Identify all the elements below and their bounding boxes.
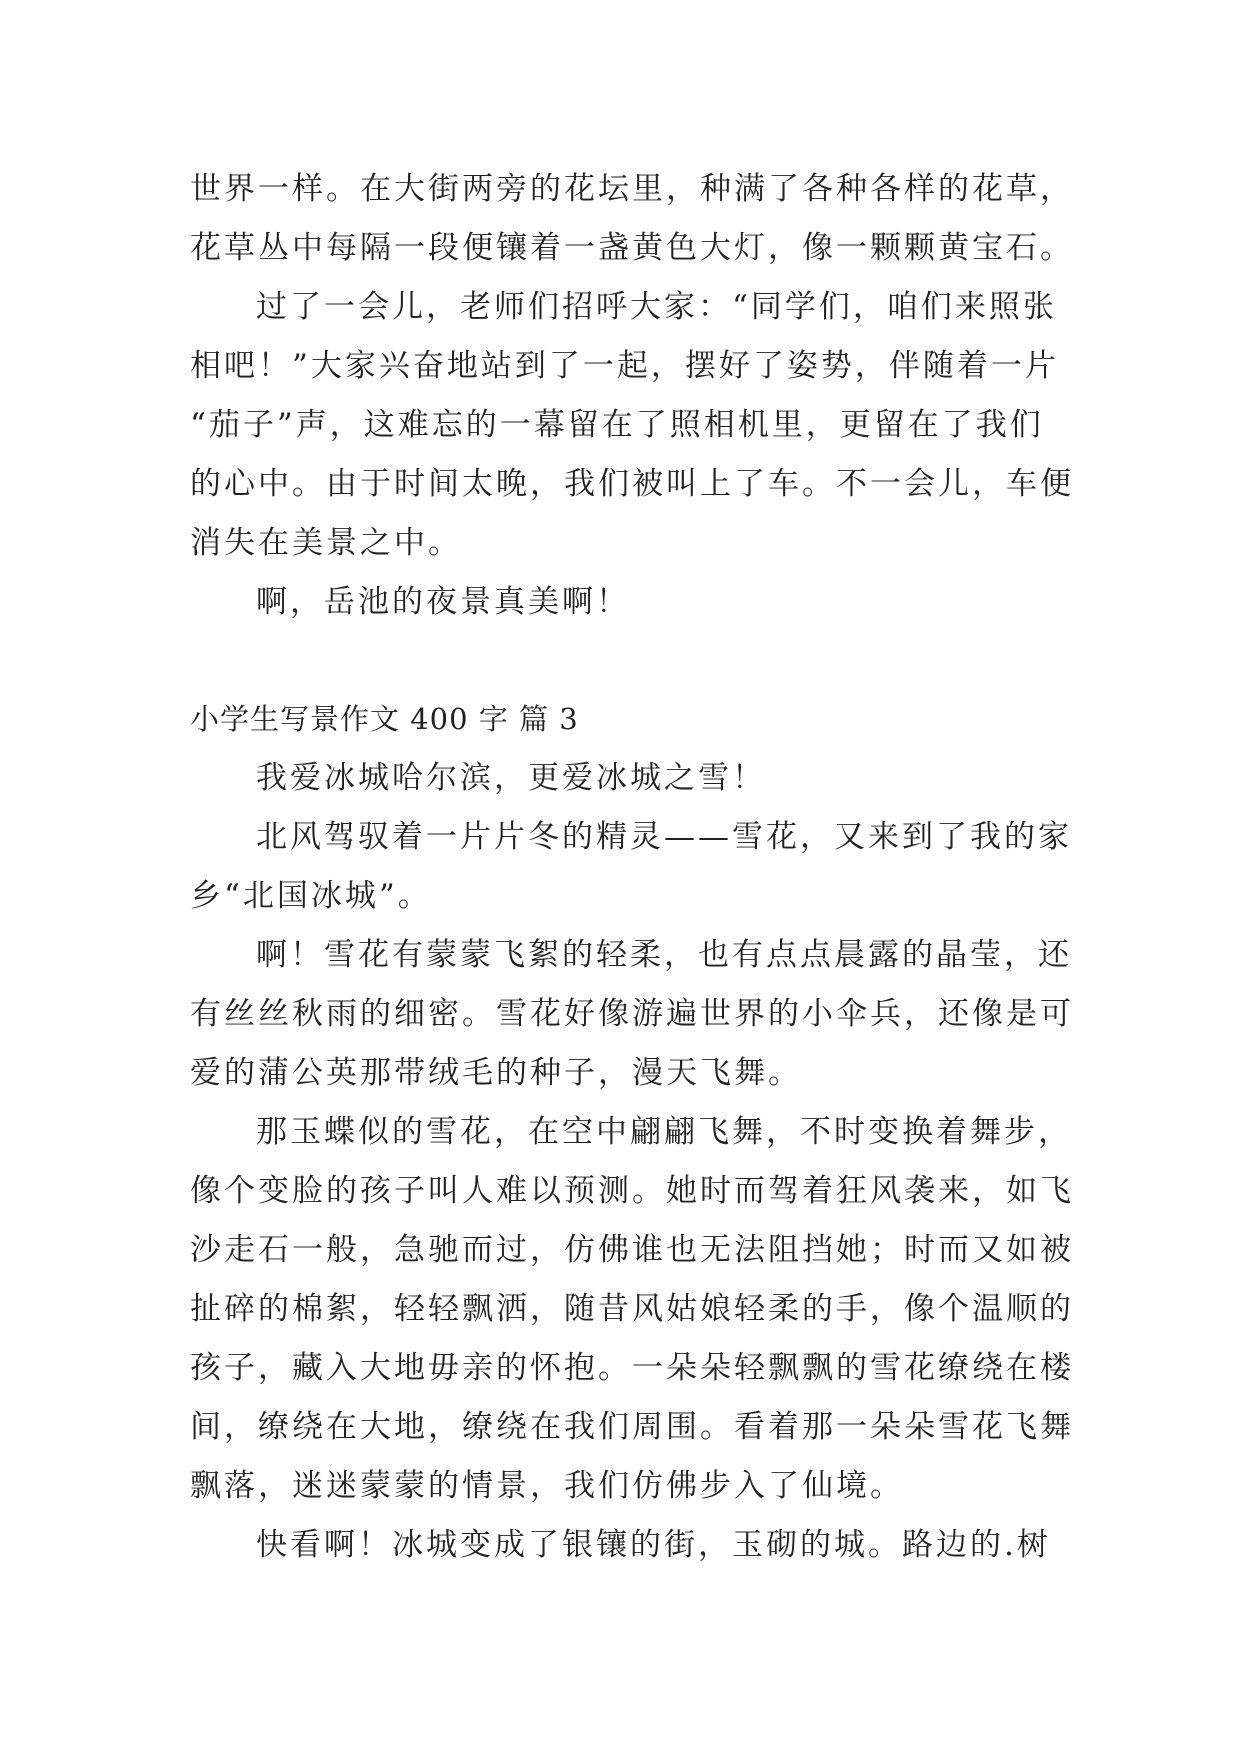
paragraph-line: 飘落，迷迷蒙蒙的情景，我们仿佛步入了仙境。 — [190, 1468, 904, 1504]
paragraph-line: 像个变脸的孩子叫人难以预测。她时而驾着狂风袭来，如飞 — [190, 1173, 1074, 1209]
paragraph-first-line: 过了一会儿，老师们招呼大家：“同学们，咱们来照张 — [256, 289, 1057, 325]
section-heading: 小学生写景作文 400 字 篇 3 — [190, 702, 579, 736]
section-spacer — [190, 632, 1070, 690]
paragraph-first-line: 啊，岳池的夜景真美啊！ — [256, 584, 630, 620]
paragraph-line: 花草丛中每隔一段便镶着一盏黄色大灯，像一颗颗黄宝石。 — [190, 230, 1074, 266]
paragraph-line: 扯碎的棉絮，轻轻飘洒，随昔风姑娘轻柔的手，像个温顺的 — [190, 1291, 1074, 1327]
paragraph-line: 沙走石一般，急驰而过，仿佛谁也无法阻挡她；时而又如被 — [190, 1232, 1074, 1268]
paragraph-line: 乡“北国冰城”。 — [190, 878, 432, 914]
paragraph-first-line: 那玉蝶似的雪花，在空中翩翩飞舞，不时变换着舞步， — [256, 1114, 1072, 1150]
paragraph-line: “茄子”声，这难忘的一幕留在了照相机里，更留在了我们 — [190, 407, 1044, 443]
paragraph-first-line: 我爱冰城哈尔滨，更爱冰城之雪！ — [256, 760, 766, 796]
paragraph-line: 孩子，藏入大地毋亲的怀抱。一朵朵轻飘飘的雪花缭绕在楼 — [190, 1350, 1074, 1386]
paragraph-line: 的心中。由于时间太晚，我们被叫上了车。不一会儿，车便 — [190, 466, 1074, 502]
document-page — [190, 160, 1074, 1575]
paragraph-line: 相吧！”大家兴奋地站到了一起，摆好了姿势，伴随着一片 — [190, 348, 1059, 384]
paragraph-first-line: 北风驾驭着一片片冬的精灵——雪花，又来到了我的家 — [256, 819, 1072, 855]
paragraph-line: 间，缭绕在大地，缭绕在我们周围。看着那一朵朵雪花飞舞 — [190, 1409, 1074, 1445]
paragraph-first-line: 啊！雪花有蒙蒙飞絮的轻柔，也有点点晨露的晶莹，还 — [256, 937, 1072, 973]
paragraph-first-line: 快看啊！冰城变成了银镶的街，玉砌的城。路边的.树 — [256, 1527, 1051, 1563]
paragraph-line: 消失在美景之中。 — [190, 525, 462, 561]
paragraph-line: 有丝丝秋雨的细密。雪花好像游遍世界的小伞兵，还像是可 — [190, 996, 1074, 1032]
paragraph-line: 世界一样。在大街两旁的花坛里，种满了各种各样的花草， — [190, 171, 1074, 207]
paragraph-line: 爱的蒲公英那带绒毛的种子，漫天飞舞。 — [190, 1055, 802, 1091]
